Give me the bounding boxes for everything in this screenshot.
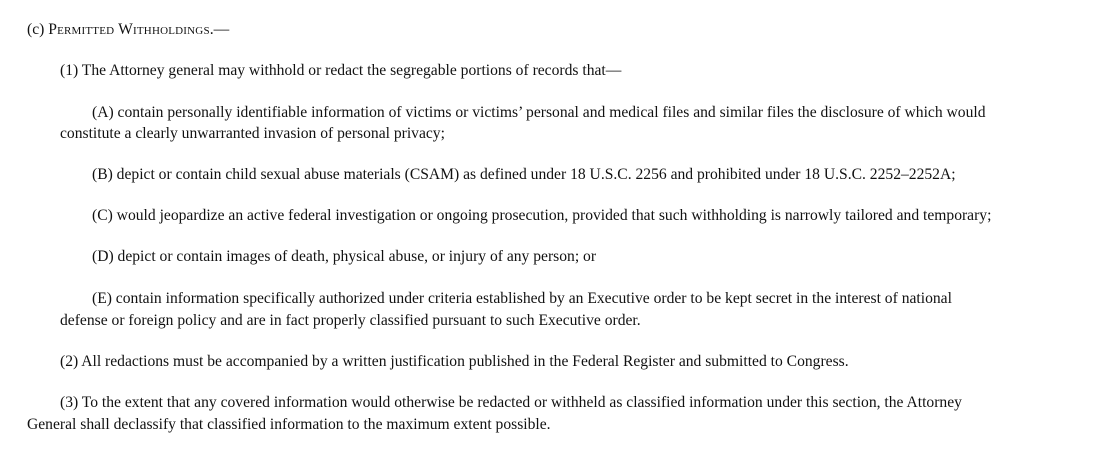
paragraph-a-line-2: constitute a clearly unwarranted invasion of personal privacy; [60, 125, 445, 142]
section-marker: (c) [27, 21, 45, 38]
paragraph-2: (2) All redactions must be accompanied by a written justification published in the Federal Register and submitted to Congress. [60, 353, 849, 370]
paragraph-a-line-1: (A) contain personally identifiable information of victims or victims’ personal and medical files and similar files the disclosure of which would [92, 104, 986, 121]
paragraph-e-line-1: (E) contain information specifically authorized under criteria established by an Executive order to be kept secret in the interest of national [92, 290, 952, 307]
paragraph-c: (C) would jeopardize an active federal investigation or ongoing prosecution, provided that such withholding is narrowly tailored and temporary; [92, 207, 992, 224]
section-dash: .— [209, 21, 230, 38]
paragraph-e-line-2: defense or foreign policy and are in fact properly classified pursuant to such Executive order. [60, 312, 641, 329]
section-heading [27, 19, 229, 40]
paragraph-d: (D) depict or contain images of death, physical abuse, or injury of any person; or [92, 248, 597, 265]
paragraph-3-line-2: General shall declassify that classified information to the maximum extent possible. [27, 416, 551, 433]
paragraph-3-line-1: (3) To the extent that any covered information would otherwise be redacted or withheld as classified information under this section, the Attorney [60, 394, 962, 411]
paragraph-1: (1) The Attorney general may withhold or redact the segregable portions of records that— [60, 62, 622, 79]
paragraph-b: (B) depict or contain child sexual abuse materials (CSAM) as defined under 18 U.S.C. 2256 and prohibited under 18 U.S.C. 2252–2252A; [92, 166, 956, 183]
section-title: Permitted Withholdings [48, 21, 210, 38]
